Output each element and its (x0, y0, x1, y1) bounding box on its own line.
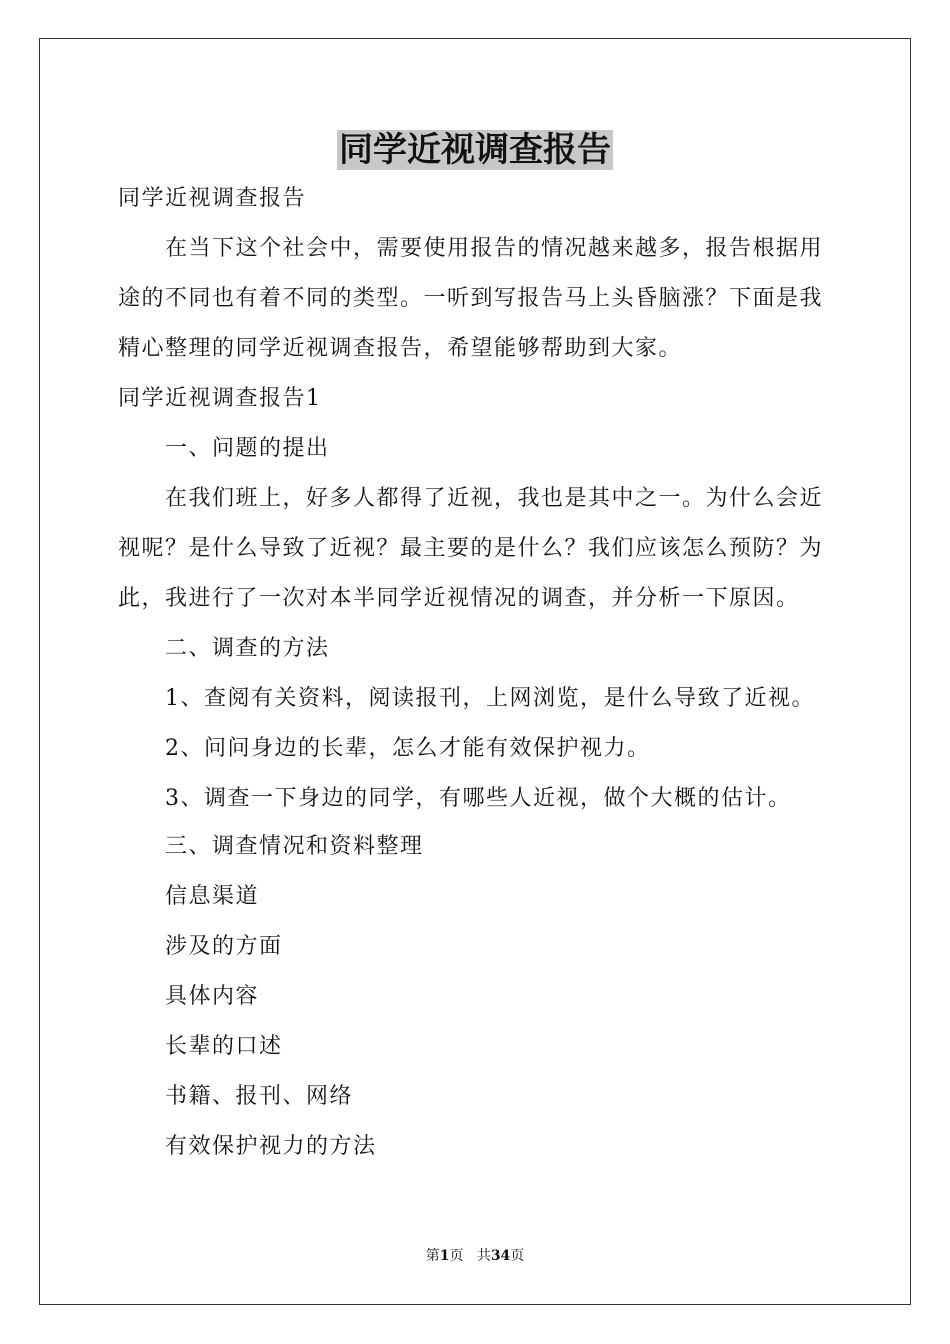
footer-total-pages: 34 (490, 1248, 511, 1264)
intro-line-3: 精心整理的同学近视调查报告，希望能够帮助到大家。 (118, 336, 683, 361)
document-title (0, 124, 950, 176)
section1-heading: 一、问题的提出 (165, 436, 330, 461)
section1-line-1: 在我们班上，好多人都得了近视，我也是其中之一。为什么会近 (165, 486, 824, 511)
page-border (39, 38, 911, 1305)
section2-item-1: 1、查阅有关资料，阅读报刊，上网浏览，是什么导致了近视。 (165, 686, 815, 711)
section3-item-3: 具体内容 (165, 984, 260, 1009)
section2-item-2: 2、问问身边的长辈，怎么才能有效保护视力。 (165, 736, 651, 761)
section3-item-6: 有效保护视力的方法 (165, 1134, 377, 1159)
footer-total-suffix: 页 (510, 1248, 525, 1264)
document-subtitle: 同学近视调查报告 (118, 186, 307, 211)
page-footer (0, 1246, 950, 1266)
section3-heading: 三、调查情况和资料整理 (165, 834, 424, 859)
footer-total-prefix: 共 (476, 1248, 491, 1264)
section3-item-5: 书籍、报刊、网络 (165, 1084, 354, 1109)
section2-item-3: 3、调查一下身边的同学，有哪些人近视，做个大概的估计。 (165, 786, 792, 811)
document-title-text: 同学近视调查报告 (339, 130, 611, 170)
intro-line-2: 途的不同也有着不同的类型。一听到写报告马上头昏脑涨？下面是我 (118, 286, 824, 311)
section3-item-2: 涉及的方面 (165, 934, 283, 959)
intro-line-1: 在当下这个社会中，需要使用报告的情况越来越多，报告根据用 (165, 236, 824, 261)
section3-item-4: 长辈的口述 (165, 1034, 283, 1059)
report-heading: 同学近视调查报告1 (118, 386, 322, 411)
footer-page-number: 1 (439, 1248, 450, 1264)
section1-line-3: 此，我进行了一次对本半同学近视情况的调查，并分析一下原因。 (118, 586, 800, 611)
section2-heading: 二、调查的方法 (165, 636, 330, 661)
footer-page-prefix: 第 (425, 1248, 440, 1264)
footer-page-suffix: 页 (449, 1248, 464, 1264)
section1-line-2: 视呢？是什么导致了近视？最主要的是什么？我们应该怎么预防？为 (118, 536, 824, 561)
section3-item-1: 信息渠道 (165, 884, 260, 909)
